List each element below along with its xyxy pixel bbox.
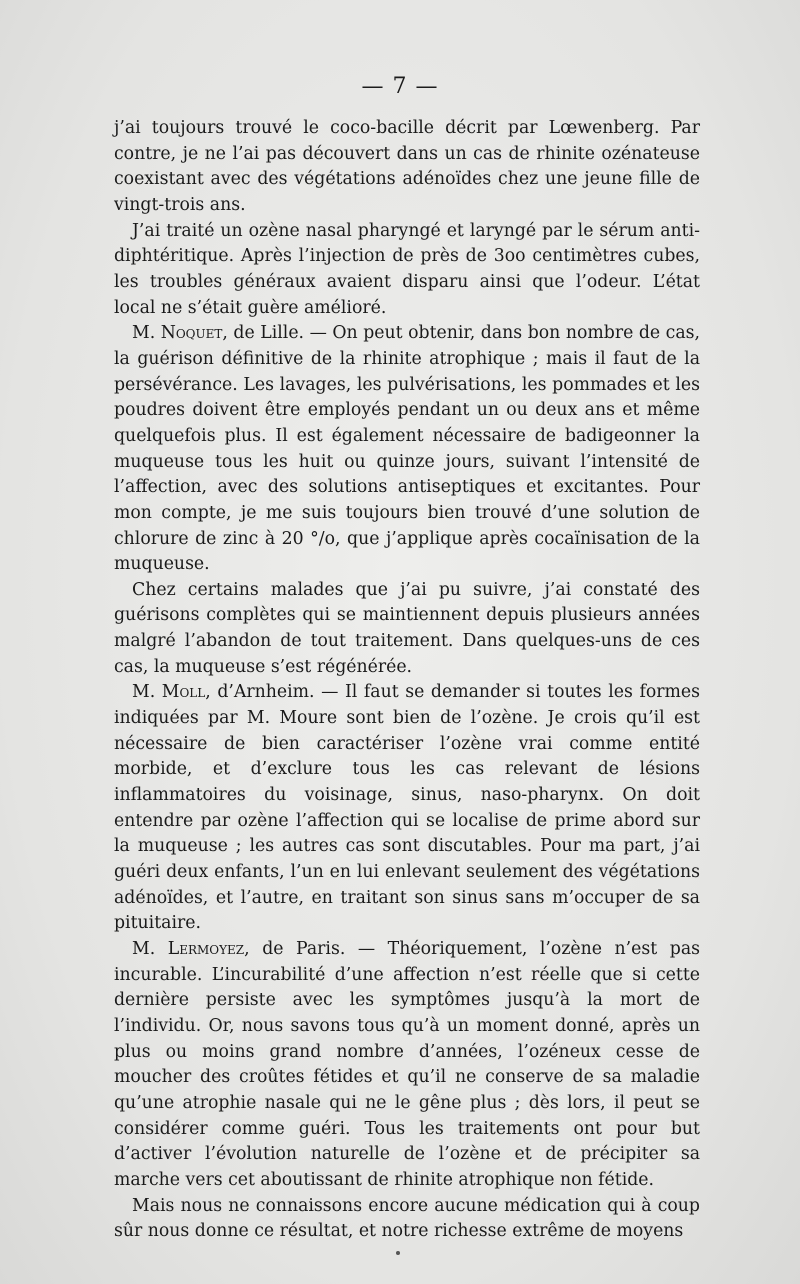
paragraph — [114, 578, 700, 681]
paragraph — [114, 1194, 700, 1245]
speaker-name: M. Noquet — [132, 323, 223, 344]
paragraph-text: j’ai toujours trouvé le coco-bacille décrit par Lœwenberg. Par contre, je ne l’ai pas découvert dans un cas de rhinite ozénateuse coexistant avec des végétations adénoïdes chez une jeune fille de vingt-trois ans. — [114, 118, 700, 215]
paragraph — [114, 680, 700, 937]
print-speck — [396, 1251, 400, 1255]
speaker-name: M. Lermoyez — [132, 939, 245, 959]
paragraph — [114, 937, 700, 1194]
paragraph-text: J’ai traité un ozène nasal pharyngé et laryngé par le sérum anti-diphtéritique. Après l’injection de près de 3oo centimètres cubes, les troubles généraux avaient disparu ainsi que l’odeur. L’état local ne s’était guère amélioré. — [114, 220, 700, 318]
paragraph — [114, 321, 700, 578]
paragraph-text: Mais nous ne connaissons encore aucune médication qui à coup sûr nous donne ce résultat, et notre richesse extrême de moyens — [114, 1195, 700, 1242]
page-number: — 7 — — [361, 74, 439, 99]
paragraph-text: , d’Arnheim. — Il faut se demander si toutes les formes indiquées par M. Moure sont bien de l’ozène. Je crois qu’il est nécessaire de bien caractériser l’ozène vrai comme entité morbide, et d’exclure tous les cas relevant de lésions inflammatoires du voisinage, sinus, naso-pharynx. On doit entendre par ozène l’affection qui se localise de prime abord sur la muqueuse ; les autres cas sont discutables. Pour ma part, j’ai guéri deux enfants, l’un en lui enlevant seulement des végétations adénoïdes, et l’autre, en traitant son sinus sans m’occuper de sa pituitaire. — [114, 682, 701, 934]
paragraph — [114, 116, 700, 219]
paragraph-text: Chez certains malades que j’ai pu suivre, j’ai constaté des guérisons complètes qui se maintiennent depuis plusieurs années malgré l’abandon de tout traitement. Dans quelques-uns de ces cas, la muqueuse s’est régénérée. — [114, 579, 700, 677]
paragraph-text: , de Lille. — On peut obtenir, dans bon nombre de cas, la guérison définitive de la rhinite atrophique ; mais il faut de la persévérance. Les lavages, les pulvérisations, les pommades et les poudres doivent être employés pendant un ou deux ans et même quelquefois plus. Il est également nécessaire de badigeonner la muqueuse tous les huit ou quinze jours, suivant l’intensité de l’affection, avec des solutions antiseptiques et excitantes. Pour mon compte, je me suis toujours bien trouvé d’une solution de chlorure de zinc à 20 °/o, que j’applique après cocaïnisation de la muqueuse. — [114, 323, 701, 575]
speaker-name: M. Moll — [132, 682, 206, 703]
paragraph — [114, 219, 700, 322]
body-text — [114, 116, 700, 1245]
paragraph-text: , de Paris. — Théoriquement, l’ozène n’est pas incurable. L’incurabilité d’une affection n’est réelle que si cette dernière persiste avec les symptômes jusqu’à la mort de l’individu. Or, nous savons tous qu’à un moment donné, après un plus ou moins grand nombre d’années, l’ozéneux cesse de moucher des croûtes fétides et qu’il ne conserve de sa maladie qu’une atrophie nasale qui ne le gêne plus ; dès lors, il peut se considérer comme guéri. Tous les traitements ont pour but d’activer l’évolution naturelle de l’ozène et de précipiter sa marche vers cet aboutissant de rhinite atrophique non fétide. — [114, 939, 700, 1190]
